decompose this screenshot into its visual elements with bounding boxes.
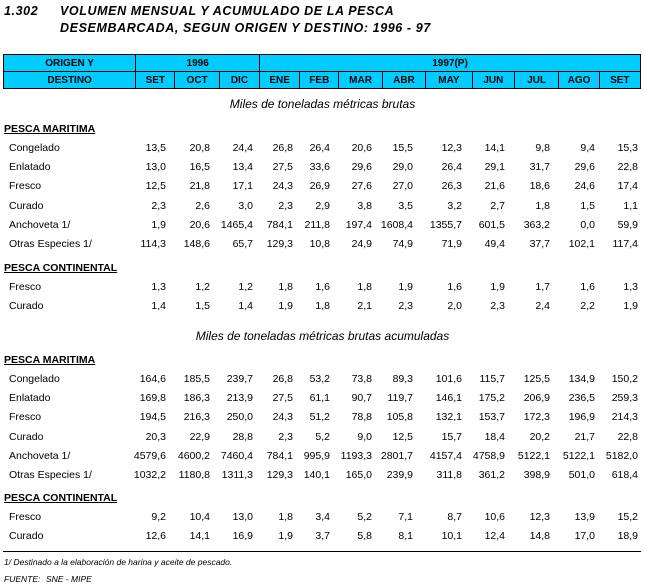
cell-value: 153,7	[478, 411, 505, 424]
cell-value: 8,7	[447, 511, 462, 523]
header-month: SET	[599, 72, 640, 89]
cell-value: 7460,4	[220, 449, 253, 462]
cell-value: 27,5	[272, 392, 293, 405]
source-label: FUENTE:	[4, 574, 41, 584]
cell-value: 9,2	[151, 511, 166, 523]
cell-value: 20,8	[189, 142, 210, 154]
table-row	[0, 411, 645, 425]
cell-value: 8,1	[398, 530, 413, 543]
cell-value: 216,3	[183, 411, 210, 424]
cell-value: 29,0	[392, 161, 413, 174]
cell-value: 7,1	[398, 511, 413, 523]
cell-value: 2,3	[490, 300, 505, 313]
header-month: JUN	[472, 72, 514, 89]
cell-value: 9,4	[580, 142, 595, 154]
cell-value: 995,9	[303, 449, 330, 462]
table-number: 1.302	[4, 4, 39, 18]
cell-value: 2,2	[580, 300, 595, 313]
cell-value: 1,8	[357, 281, 372, 293]
cell-value: 89,3	[392, 373, 413, 385]
table-row	[0, 142, 645, 156]
table-row	[0, 281, 645, 295]
cell-value: 12,3	[441, 142, 462, 154]
cell-value: 49,4	[484, 238, 505, 250]
cell-value: 65,7	[232, 238, 253, 250]
cell-value: 16,9	[232, 530, 253, 543]
cell-value: 16,5	[189, 161, 210, 174]
cell-value: 3,4	[315, 511, 330, 523]
row-label: Enlatado	[9, 161, 51, 174]
cell-value: 1311,3	[221, 469, 253, 481]
cell-value: 361,2	[478, 469, 505, 481]
cell-value: 20,2	[529, 430, 550, 443]
cell-value: 9,8	[535, 142, 550, 154]
cell-value: 18,6	[529, 180, 550, 193]
cell-value: 1,3	[623, 281, 638, 293]
cell-value: 13,0	[145, 161, 166, 174]
cell-value: 29,1	[484, 161, 505, 174]
cell-value: 10,6	[484, 511, 505, 523]
cell-value: 24,4	[232, 142, 253, 154]
cell-value: 17,1	[232, 180, 253, 193]
cell-value: 1,3	[151, 281, 166, 293]
cell-value: 73,8	[351, 373, 372, 385]
cell-value: 12,6	[145, 530, 166, 543]
cell-value: 12,5	[392, 430, 413, 443]
cell-value: 1,4	[151, 300, 166, 313]
cell-value: 125,5	[523, 373, 550, 385]
cell-value: 2,7	[490, 199, 505, 212]
cell-value: 22,8	[617, 161, 638, 174]
cell-value: 1,9	[278, 530, 293, 543]
cell-value: 250,0	[226, 411, 253, 424]
cell-value: 5122,1	[517, 449, 550, 462]
row-label: Congelado	[9, 142, 60, 154]
cell-value: 90,7	[351, 392, 372, 405]
footnote: 1/ Destinado a la elaboración de harina y aceite de pescado.	[4, 557, 233, 567]
cell-value: 5122,1	[562, 449, 595, 462]
cell-value: 115,7	[479, 373, 505, 385]
cell-value: 1,8	[535, 199, 550, 212]
cell-value: 17,0	[574, 530, 595, 543]
cell-value: 24,6	[574, 180, 595, 193]
cell-value: 27,6	[351, 180, 372, 193]
cell-value: 1,8	[278, 511, 293, 523]
table-row	[0, 450, 645, 464]
cell-value: 2,1	[357, 300, 372, 313]
cell-value: 28,8	[232, 430, 253, 443]
cell-value: 5,2	[315, 430, 330, 443]
cell-value: 22,9	[189, 430, 210, 443]
cell-value: 13,5	[145, 142, 166, 154]
cell-value: 119,7	[387, 392, 413, 405]
cell-value: 1,7	[535, 281, 550, 293]
cell-value: 2,4	[535, 300, 550, 313]
cell-value: 501,0	[568, 469, 595, 481]
cell-value: 3,8	[357, 199, 372, 212]
section-subtitle: Miles de toneladas métricas brutas acumuladas	[195, 329, 450, 343]
cell-value: 3,7	[315, 530, 330, 543]
cell-value: 239,7	[226, 373, 253, 385]
header-month: MAY	[426, 72, 473, 89]
cell-value: 15,2	[617, 511, 638, 523]
header-month: JUL	[514, 72, 558, 89]
cell-value: 150,2	[611, 373, 638, 385]
cell-value: 2801,7	[380, 449, 413, 462]
cell-value: 239,9	[386, 469, 413, 481]
cell-value: 2,3	[398, 300, 413, 313]
column-header	[3, 54, 641, 89]
cell-value: 206,9	[523, 392, 550, 405]
cell-value: 31,7	[529, 161, 550, 174]
cell-value: 14,1	[189, 530, 210, 543]
cell-value: 1,4	[238, 300, 253, 313]
cell-value: 20,6	[351, 142, 372, 154]
cell-value: 5,8	[357, 530, 372, 543]
table-row	[0, 431, 645, 445]
cell-value: 214,3	[611, 411, 638, 424]
cell-value: 10,1	[441, 530, 462, 543]
cell-value: 3,2	[447, 199, 462, 212]
section-subtitle: Miles de toneladas métricas brutas	[229, 97, 416, 111]
cell-value: 29,6	[574, 161, 595, 174]
cell-value: 259,3	[611, 392, 638, 405]
cell-value: 311,8	[436, 469, 462, 481]
cell-value: 105,8	[386, 411, 413, 424]
cell-value: 1,5	[195, 300, 210, 313]
group-heading: PESCA CONTINENTAL	[4, 492, 118, 504]
row-label: Otras Especies 1/	[9, 238, 92, 250]
cell-value: 21,7	[574, 430, 595, 443]
cell-value: 185,5	[183, 373, 210, 385]
cell-value: 134,9	[568, 373, 595, 385]
header-month: FEB	[300, 72, 339, 89]
header-month: DIC	[219, 72, 259, 89]
row-label: Anchoveta 1/	[9, 218, 71, 231]
cell-value: 175,2	[478, 392, 505, 405]
cell-value: 13,0	[232, 511, 253, 523]
group-heading: PESCA MARITIMA	[4, 354, 96, 366]
cell-value: 59,9	[617, 218, 638, 231]
header-year-1996: 1996	[136, 55, 260, 72]
cell-value: 27,5	[272, 161, 293, 174]
header-month: MAR	[339, 72, 382, 89]
row-label: Curado	[9, 530, 44, 543]
cell-value: 102,1	[568, 238, 595, 250]
title-line-1: VOLUMEN MENSUAL Y ACUMULADO DE LA PESCA	[60, 4, 395, 18]
header-month: AGO	[559, 72, 599, 89]
cell-value: 164,6	[139, 373, 166, 385]
cell-value: 101,6	[435, 373, 462, 385]
cell-value: 1,9	[278, 300, 293, 313]
cell-value: 71,9	[441, 238, 462, 250]
cell-value: 169,8	[139, 392, 166, 405]
cell-value: 24,3	[272, 411, 293, 424]
cell-value: 1,2	[195, 281, 210, 293]
cell-value: 784,1	[266, 449, 293, 462]
row-label: Curado	[9, 199, 44, 212]
cell-value: 26,8	[272, 373, 293, 385]
cell-value: 117,4	[612, 238, 638, 250]
cell-value: 1,9	[490, 281, 505, 293]
cell-value: 21,8	[189, 180, 210, 193]
cell-value: 26,9	[309, 180, 330, 193]
cell-value: 0,0	[580, 218, 595, 231]
cell-value: 197,4	[345, 218, 372, 231]
cell-value: 26,8	[272, 142, 293, 154]
cell-value: 2,3	[278, 199, 293, 212]
cell-value: 12,3	[529, 511, 550, 523]
cell-value: 129,3	[266, 469, 293, 481]
row-label: Fresco	[9, 281, 42, 293]
cell-value: 2,9	[315, 199, 330, 212]
cell-value: 33,6	[309, 161, 330, 174]
cell-value: 211,8	[304, 218, 330, 231]
table-row	[0, 180, 645, 194]
cell-value: 51,2	[309, 411, 330, 424]
table-row	[0, 530, 645, 544]
cell-value: 1,5	[580, 199, 595, 212]
cell-value: 186,3	[183, 392, 210, 405]
cell-value: 27,0	[392, 180, 413, 193]
cell-value: 618,4	[611, 469, 638, 481]
cell-value: 165,0	[345, 469, 372, 481]
table-row	[0, 200, 645, 214]
footer-rule	[3, 551, 641, 552]
cell-value: 601,5	[478, 218, 505, 231]
cell-value: 29,6	[351, 161, 372, 174]
cell-value: 10,8	[309, 238, 330, 250]
cell-value: 172,3	[523, 411, 550, 424]
cell-value: 26,4	[309, 142, 330, 154]
table-row	[0, 300, 645, 314]
cell-value: 1,9	[151, 218, 166, 231]
cell-value: 14,8	[529, 530, 550, 543]
cell-value: 53,2	[309, 373, 330, 385]
cell-value: 74,9	[392, 238, 413, 250]
source-value: SNE - MIPE	[46, 574, 92, 584]
header-month: SET	[136, 72, 175, 89]
cell-value: 2,3	[278, 430, 293, 443]
cell-value: 3,5	[398, 199, 413, 212]
cell-value: 1,9	[623, 300, 638, 313]
table-row	[0, 161, 645, 175]
cell-value: 2,3	[151, 199, 166, 212]
table-row	[0, 511, 645, 525]
cell-value: 78,8	[351, 411, 372, 424]
cell-value: 26,4	[441, 161, 462, 174]
row-label: Fresco	[9, 180, 42, 193]
table-title	[4, 3, 431, 37]
cell-value: 1180,8	[178, 469, 210, 481]
cell-value: 140,1	[303, 469, 330, 481]
header-month: OCT	[175, 72, 219, 89]
cell-value: 194,5	[139, 411, 166, 424]
cell-value: 1465,4	[220, 218, 253, 231]
cell-value: 4157,4	[429, 449, 462, 462]
cell-value: 61,1	[309, 392, 330, 405]
row-label: Fresco	[9, 411, 42, 424]
cell-value: 1,6	[447, 281, 462, 293]
cell-value: 20,3	[145, 430, 166, 443]
table-row	[0, 469, 645, 483]
cell-value: 1355,7	[429, 218, 462, 231]
cell-value: 13,4	[232, 161, 253, 174]
cell-value: 15,7	[441, 430, 462, 443]
cell-value: 22,8	[617, 430, 638, 443]
cell-value: 1,8	[278, 281, 293, 293]
cell-value: 196,9	[568, 411, 595, 424]
cell-value: 2,6	[195, 199, 210, 212]
row-label: Fresco	[9, 511, 42, 523]
cell-value: 2,0	[447, 300, 462, 313]
cell-value: 17,4	[617, 180, 638, 193]
cell-value: 18,4	[484, 430, 505, 443]
cell-value: 10,4	[189, 511, 210, 523]
cell-value: 18,9	[617, 530, 638, 543]
cell-value: 1193,3	[340, 449, 372, 462]
cell-value: 784,1	[266, 218, 293, 231]
table-row	[0, 219, 645, 233]
cell-value: 398,9	[523, 469, 550, 481]
cell-value: 13,9	[574, 511, 595, 523]
group-heading: PESCA CONTINENTAL	[4, 262, 118, 274]
cell-value: 4600,2	[177, 449, 210, 462]
cell-value: 1,1	[623, 199, 638, 212]
cell-value: 26,3	[441, 180, 462, 193]
header-origen: ORIGEN Y	[4, 55, 136, 72]
cell-value: 12,5	[145, 180, 166, 193]
cell-value: 1,6	[580, 281, 595, 293]
cell-value: 4579,6	[133, 449, 166, 462]
cell-value: 3,0	[238, 199, 253, 212]
cell-value: 1,8	[315, 300, 330, 313]
cell-value: 363,2	[523, 218, 550, 231]
cell-value: 1032,2	[133, 469, 166, 481]
title-line-2: DESEMBARCADA, SEGUN ORIGEN Y DESTINO: 1996 - 97	[60, 21, 431, 35]
cell-value: 15,5	[392, 142, 413, 154]
cell-value: 129,3	[266, 238, 293, 250]
cell-value: 5182,0	[605, 449, 638, 462]
cell-value: 236,5	[568, 392, 595, 405]
cell-value: 14,1	[484, 142, 505, 154]
row-label: Anchoveta 1/	[9, 449, 71, 462]
source-line	[4, 574, 92, 584]
row-label: Enlatado	[9, 392, 51, 405]
group-heading: PESCA MARITIMA	[4, 123, 96, 135]
cell-value: 15,3	[617, 142, 638, 154]
cell-value: 213,9	[226, 392, 253, 405]
table-row	[0, 392, 645, 406]
cell-value: 24,3	[272, 180, 293, 193]
cell-value: 148,6	[183, 238, 210, 250]
cell-value: 9,0	[357, 430, 372, 443]
cell-value: 114,3	[140, 238, 166, 250]
row-label: Congelado	[9, 373, 60, 385]
cell-value: 12,4	[484, 530, 505, 543]
row-label: Curado	[9, 300, 44, 313]
cell-value: 1,6	[315, 281, 330, 293]
cell-value: 132,1	[435, 411, 462, 424]
cell-value: 24,9	[351, 238, 372, 250]
cell-value: 37,7	[529, 238, 550, 250]
header-month: ENE	[260, 72, 300, 89]
header-year-1997: 1997(P)	[260, 55, 641, 72]
cell-value: 21,6	[484, 180, 505, 193]
table-row	[0, 238, 645, 252]
header-month: ABR	[382, 72, 425, 89]
header-destino: DESTINO	[4, 72, 136, 89]
cell-value: 4758,9	[472, 449, 505, 462]
cell-value: 1,9	[398, 281, 413, 293]
cell-value: 1,2	[238, 281, 253, 293]
row-label: Curado	[9, 430, 44, 443]
cell-value: 146,1	[435, 392, 462, 405]
row-label: Otras Especies 1/	[9, 469, 92, 481]
table-row	[0, 373, 645, 387]
cell-value: 1608,4	[380, 218, 413, 231]
cell-value: 20,6	[189, 218, 210, 231]
cell-value: 5,2	[357, 511, 372, 523]
